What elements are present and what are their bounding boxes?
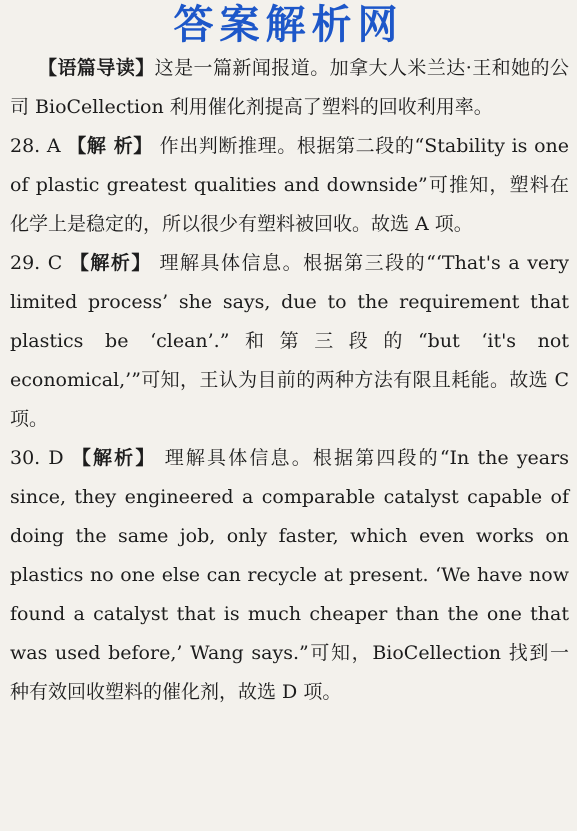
answer-number: 30. D	[10, 447, 64, 469]
reading-guide-tag: 【语篇导读】	[38, 57, 155, 79]
answer-item-30	[10, 439, 569, 712]
answer-explanations	[10, 49, 569, 712]
answer-explanation: 作出判断推理。根据第二段的“Stability is one of plastic greatest qualities and downside”可推知，塑料在化学上是稳定的，所以很少有塑料被回收。故选 A 项。	[10, 135, 569, 235]
reading-guide-text: 这是一篇新闻报道。加拿大人米兰达·王和她的公司 BioCellection 利用催化剂提高了塑料的回收利用率。	[10, 57, 569, 118]
answer-explanation: 理解具体信息。根据第三段的“‘That's a very limited process’ she says, due to the requirement that plastics be ‘clean’.”和第三段的“but ‘it's not economical,’”可知，王认为目前的两种方法有限且耗能。故选 C 项。	[10, 252, 569, 430]
reading-guide	[10, 49, 569, 127]
answer-item-28	[10, 127, 569, 244]
answer-number: 28. A	[10, 135, 61, 157]
analysis-tag: 【解 析】	[67, 135, 153, 157]
watermark: 答案解析网	[173, 2, 404, 48]
answer-number: 29. C	[10, 252, 63, 274]
analysis-tag: 【解析】	[71, 447, 157, 469]
answer-explanation: 理解具体信息。根据第四段的“In the years since, they engineered a comparable catalyst capable of doing the same job, only faster, which even works on plastics no one else can recycle at present. ‘We have now found a catalyst that is much cheaper than the one that was used before,’ Wang says.”可知，BioCellection 找到一种有效回收塑料的催化剂，故选 D 项。	[10, 447, 569, 703]
analysis-tag: 【解析】	[69, 252, 152, 274]
answer-item-29	[10, 244, 569, 439]
